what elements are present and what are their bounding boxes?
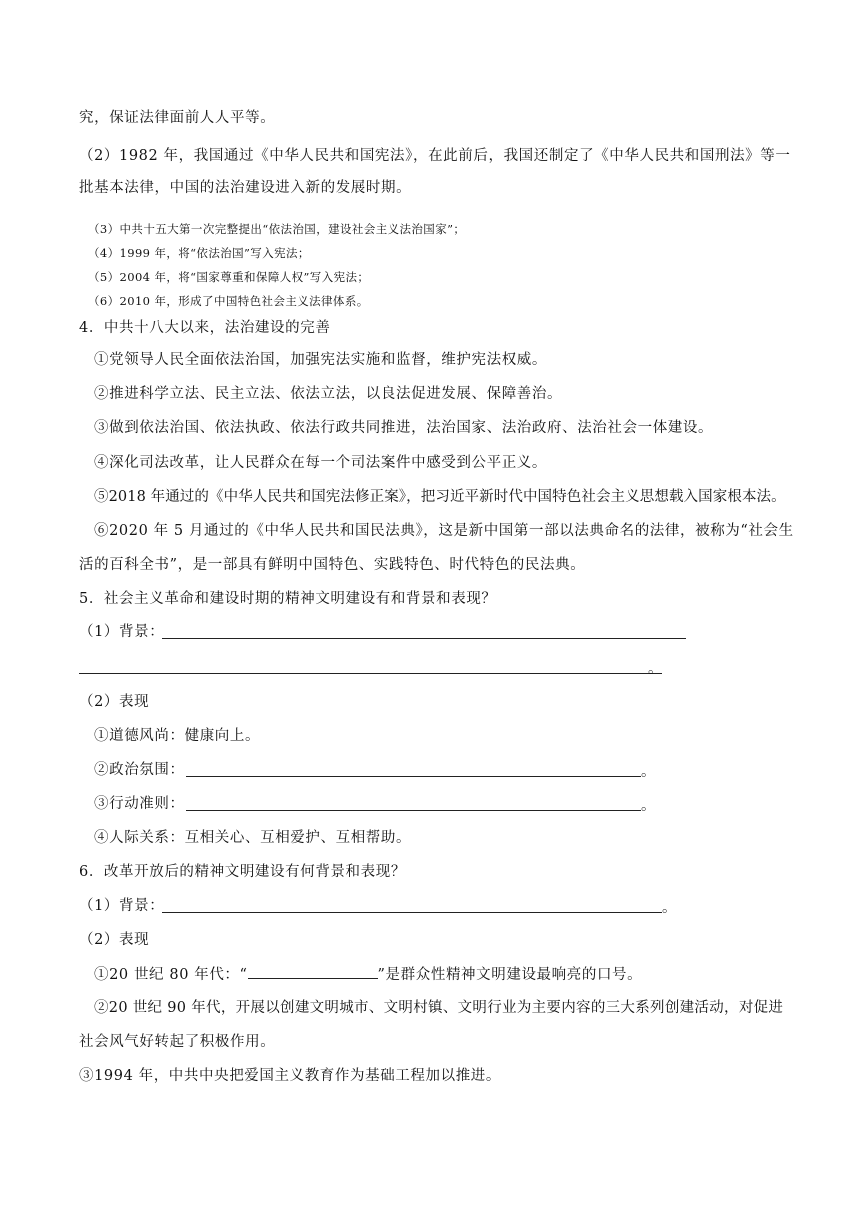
text-line: ②20 世纪 90 年代，开展以创建文明城市、文明村镇、文明行业为主要内容的三大系列创建活动，对促进 xyxy=(94,1000,784,1016)
text-line: （2）1982 年，我国通过《中华人民共和国宪法》，在此前后，我国还制定了《中华人民共和国刑法》等一 xyxy=(79,148,791,164)
field-label: （1）背景： xyxy=(79,898,165,914)
period-mark: 。 xyxy=(662,900,678,916)
text-fragment: ①20 世纪 80 年代：“ xyxy=(94,967,248,983)
text-line: （5）2004 年，将“国家尊重和保障人权”写入宪法； xyxy=(88,270,370,284)
answer-blank[interactable] xyxy=(162,638,686,639)
period-mark: 。 xyxy=(641,764,657,780)
text-line: 批基本法律，中国的法治建设进入新的发展时期。 xyxy=(79,180,412,196)
answer-blank[interactable] xyxy=(162,912,662,913)
text-line: ③1994 年，中共中央把爱国主义教育作为基础工程加以推进。 xyxy=(79,1068,502,1084)
period-mark: 。 xyxy=(648,661,664,677)
text-line: ③做到依法治国、依法执政、依法行政共同推进，法治国家、法治政府、法治社会一体建设。 xyxy=(94,420,714,436)
section-heading: 5．社会主义革命和建设时期的精神文明建设有和背景和表现？ xyxy=(79,591,497,607)
answer-blank[interactable] xyxy=(186,776,641,777)
field-label: ③行动准则： xyxy=(94,796,185,812)
text-fragment: ”是群众性精神文明建设最响亮的口号。 xyxy=(377,967,643,983)
text-line: （4）1999 年，将“依法治国”写入宪法； xyxy=(88,246,310,260)
section-heading: 4．中共十八大以来，法治建设的完善 xyxy=(79,320,331,336)
text-line: 究，保证法律面前人人平等。 xyxy=(79,110,276,126)
field-label: ②政治氛围： xyxy=(94,762,185,778)
text-line: 活的百科全书”，是一部具有鲜明中国特色、实践特色、时代特色的民法典。 xyxy=(79,557,586,573)
text-line: ①党领导人民全面依法治国，加强宪法实施和监督，维护宪法权威。 xyxy=(94,352,547,368)
text-line: ⑥2020 年 5 月通过的《中华人民共和国民法典》，这是新中国第一部以法典命名的法律，被称为“社会生 xyxy=(94,523,794,539)
text-line: （6）2010 年，形成了中国特色社会主义法律体系。 xyxy=(88,294,369,308)
section-heading: 6．改革开放后的精神文明建设有何背景和表现？ xyxy=(79,864,406,880)
answer-blank[interactable] xyxy=(186,810,641,811)
answer-blank[interactable] xyxy=(79,673,662,674)
text-line: 社会风气好转起了积极作用。 xyxy=(79,1034,276,1050)
answer-blank[interactable] xyxy=(248,964,378,979)
text-line xyxy=(94,964,642,985)
text-line: ①道德风尚：健康向上。 xyxy=(94,728,261,744)
field-label: （1）背景： xyxy=(79,624,165,640)
period-mark: 。 xyxy=(641,798,657,814)
text-line: （3）中共十五大第一次完整提出“依法治国，建设社会主义法治国家”； xyxy=(88,222,466,236)
field-label: （2）表现 xyxy=(79,694,150,710)
field-label: （2）表现 xyxy=(79,932,150,948)
text-line: ④人际关系：互相关心、互相爱护、互相帮助。 xyxy=(94,830,412,846)
text-line: ②推进科学立法、民主立法、依法立法，以良法促进发展、保障善治。 xyxy=(94,386,563,402)
text-line: ⑤2018 年通过的《中华人民共和国宪法修正案》，把习近平新时代中国特色社会主义思想载入国家根本法。 xyxy=(94,489,786,505)
text-line: ④深化司法改革，让人民群众在每一个司法案件中感受到公平正义。 xyxy=(94,455,547,471)
